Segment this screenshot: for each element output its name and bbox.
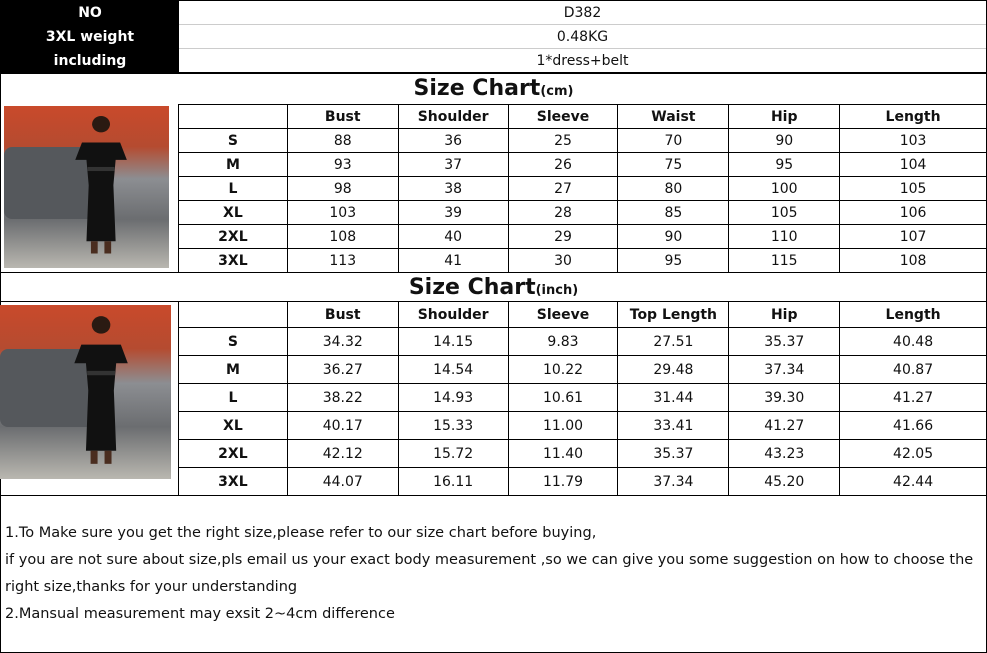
table-row xyxy=(179,153,987,177)
table-cell: 110 xyxy=(729,225,840,249)
including-label: including xyxy=(1,49,179,73)
size-label: L xyxy=(179,177,288,201)
table-row xyxy=(179,384,987,412)
table-cell: 88 xyxy=(287,129,398,153)
table-cell: 70 xyxy=(618,129,729,153)
size-label: S xyxy=(179,129,288,153)
column-header: Shoulder xyxy=(398,105,508,129)
size-label: 3XL xyxy=(179,468,288,496)
table-cell: 105 xyxy=(729,201,840,225)
table-cell: 33.41 xyxy=(618,412,729,440)
table-cell: 41.27 xyxy=(840,384,987,412)
table-cell: 43.23 xyxy=(729,440,840,468)
table-cell: 26 xyxy=(508,153,618,177)
table-row xyxy=(179,177,987,201)
column-header: Top Length xyxy=(618,302,729,328)
title-text: Size Chart xyxy=(408,275,536,300)
notes xyxy=(0,495,987,653)
size-label: S xyxy=(179,328,288,356)
column-header: Waist xyxy=(618,105,729,129)
table-cell: 30 xyxy=(508,249,618,273)
unit-label: (inch) xyxy=(535,283,579,298)
size-label: M xyxy=(179,356,288,384)
table-cell: 35.37 xyxy=(618,440,729,468)
note-1: 1.To Make sure you get the right size,please refer to our size chart before buying, xyxy=(5,525,597,541)
table-cell: 105 xyxy=(840,177,987,201)
table-cell: 37.34 xyxy=(729,356,840,384)
table-row xyxy=(179,412,987,440)
table-cell: 85 xyxy=(618,201,729,225)
table-cell: 106 xyxy=(840,201,987,225)
table-cell: 90 xyxy=(618,225,729,249)
table-cell: 95 xyxy=(729,153,840,177)
product-info xyxy=(0,0,987,74)
table-cell: 95 xyxy=(618,249,729,273)
table-cell: 113 xyxy=(287,249,398,273)
table-cell: 45.20 xyxy=(729,468,840,496)
table-cell: 14.54 xyxy=(398,356,508,384)
table-cell: 115 xyxy=(729,249,840,273)
product-photo-inch xyxy=(0,305,171,479)
table-cell: 42.05 xyxy=(840,440,987,468)
table-cell: 38.22 xyxy=(287,384,398,412)
table-cell: 14.15 xyxy=(398,328,508,356)
table-cell: 108 xyxy=(287,225,398,249)
note-3: 2.Mansual measurement may exsit 2~4cm difference xyxy=(5,606,395,622)
table-row xyxy=(179,129,987,153)
table-cell: 37 xyxy=(398,153,508,177)
size-label: L xyxy=(179,384,288,412)
size-label: M xyxy=(179,153,288,177)
no-value: D382 xyxy=(179,1,986,25)
table-row xyxy=(179,225,987,249)
table-cell: 31.44 xyxy=(618,384,729,412)
column-header: Sleeve xyxy=(508,302,618,328)
product-photo-cm xyxy=(4,106,169,268)
table-cell: 27.51 xyxy=(618,328,729,356)
column-header: Shoulder xyxy=(398,302,508,328)
table-cell: 90 xyxy=(729,129,840,153)
header-row xyxy=(179,105,987,129)
table-cell: 42.44 xyxy=(840,468,987,496)
column-header xyxy=(179,302,288,328)
table-cell: 100 xyxy=(729,177,840,201)
table-cell: 38 xyxy=(398,177,508,201)
table-cell: 27 xyxy=(508,177,618,201)
table-cell: 75 xyxy=(618,153,729,177)
table-cell: 103 xyxy=(287,201,398,225)
including-value: 1*dress+belt xyxy=(536,53,629,69)
table-row xyxy=(179,249,987,273)
size-chart-inch xyxy=(178,301,987,496)
no-label: NO xyxy=(1,1,179,25)
column-header: Length xyxy=(840,302,987,328)
table-row xyxy=(179,201,987,225)
table-row xyxy=(179,328,987,356)
header-row xyxy=(179,302,987,328)
table-cell: 29 xyxy=(508,225,618,249)
table-cell: 25 xyxy=(508,129,618,153)
table-cell: 41.66 xyxy=(840,412,987,440)
table-cell: 98 xyxy=(287,177,398,201)
column-header: Hip xyxy=(729,105,840,129)
table-cell: 40.87 xyxy=(840,356,987,384)
size-label: XL xyxy=(179,412,288,440)
table-cell: 36.27 xyxy=(287,356,398,384)
table-row xyxy=(179,356,987,384)
weight-value: 0.48KG xyxy=(179,25,986,49)
unit-label: (cm) xyxy=(540,84,574,99)
table-cell: 41.27 xyxy=(729,412,840,440)
column-header: Bust xyxy=(287,302,398,328)
size-chart-cm xyxy=(178,104,987,273)
table-cell: 29.48 xyxy=(618,356,729,384)
table-cell: 40.48 xyxy=(840,328,987,356)
column-header: Length xyxy=(840,105,987,129)
inch-chart-title xyxy=(0,272,987,301)
table-cell: 103 xyxy=(840,129,987,153)
size-label: 2XL xyxy=(179,225,288,249)
column-header: Hip xyxy=(729,302,840,328)
table-cell: 40 xyxy=(398,225,508,249)
table-cell: 11.79 xyxy=(508,468,618,496)
table-cell: 11.40 xyxy=(508,440,618,468)
size-label: XL xyxy=(179,201,288,225)
table-cell: 37.34 xyxy=(618,468,729,496)
title-text: Size Chart xyxy=(413,76,541,101)
table-cell: 40.17 xyxy=(287,412,398,440)
column-header xyxy=(179,105,288,129)
table-cell: 11.00 xyxy=(508,412,618,440)
table-cell: 35.37 xyxy=(729,328,840,356)
table-row xyxy=(179,440,987,468)
table-cell: 41 xyxy=(398,249,508,273)
table-cell: 15.72 xyxy=(398,440,508,468)
table-row xyxy=(179,468,987,496)
table-cell: 39 xyxy=(398,201,508,225)
cm-chart-title xyxy=(0,74,987,104)
table-cell: 10.61 xyxy=(508,384,618,412)
table-cell: 80 xyxy=(618,177,729,201)
table-cell: 15.33 xyxy=(398,412,508,440)
column-header: Bust xyxy=(287,105,398,129)
table-cell: 104 xyxy=(840,153,987,177)
size-label: 2XL xyxy=(179,440,288,468)
table-cell: 107 xyxy=(840,225,987,249)
size-label: 3XL xyxy=(179,249,288,273)
note-2: if you are not sure about size,pls email us your exact body measurement ,so we can give you some suggestion on how to choose the right size,thanks for your understanding xyxy=(5,552,974,595)
table-cell: 16.11 xyxy=(398,468,508,496)
table-cell: 44.07 xyxy=(287,468,398,496)
table-cell: 93 xyxy=(287,153,398,177)
table-cell: 39.30 xyxy=(729,384,840,412)
table-cell: 36 xyxy=(398,129,508,153)
table-cell: 42.12 xyxy=(287,440,398,468)
table-cell: 10.22 xyxy=(508,356,618,384)
table-cell: 28 xyxy=(508,201,618,225)
table-cell: 108 xyxy=(840,249,987,273)
table-cell: 34.32 xyxy=(287,328,398,356)
column-header: Sleeve xyxy=(508,105,618,129)
table-cell: 9.83 xyxy=(508,328,618,356)
table-cell: 14.93 xyxy=(398,384,508,412)
weight-label: 3XL weight xyxy=(1,25,179,49)
